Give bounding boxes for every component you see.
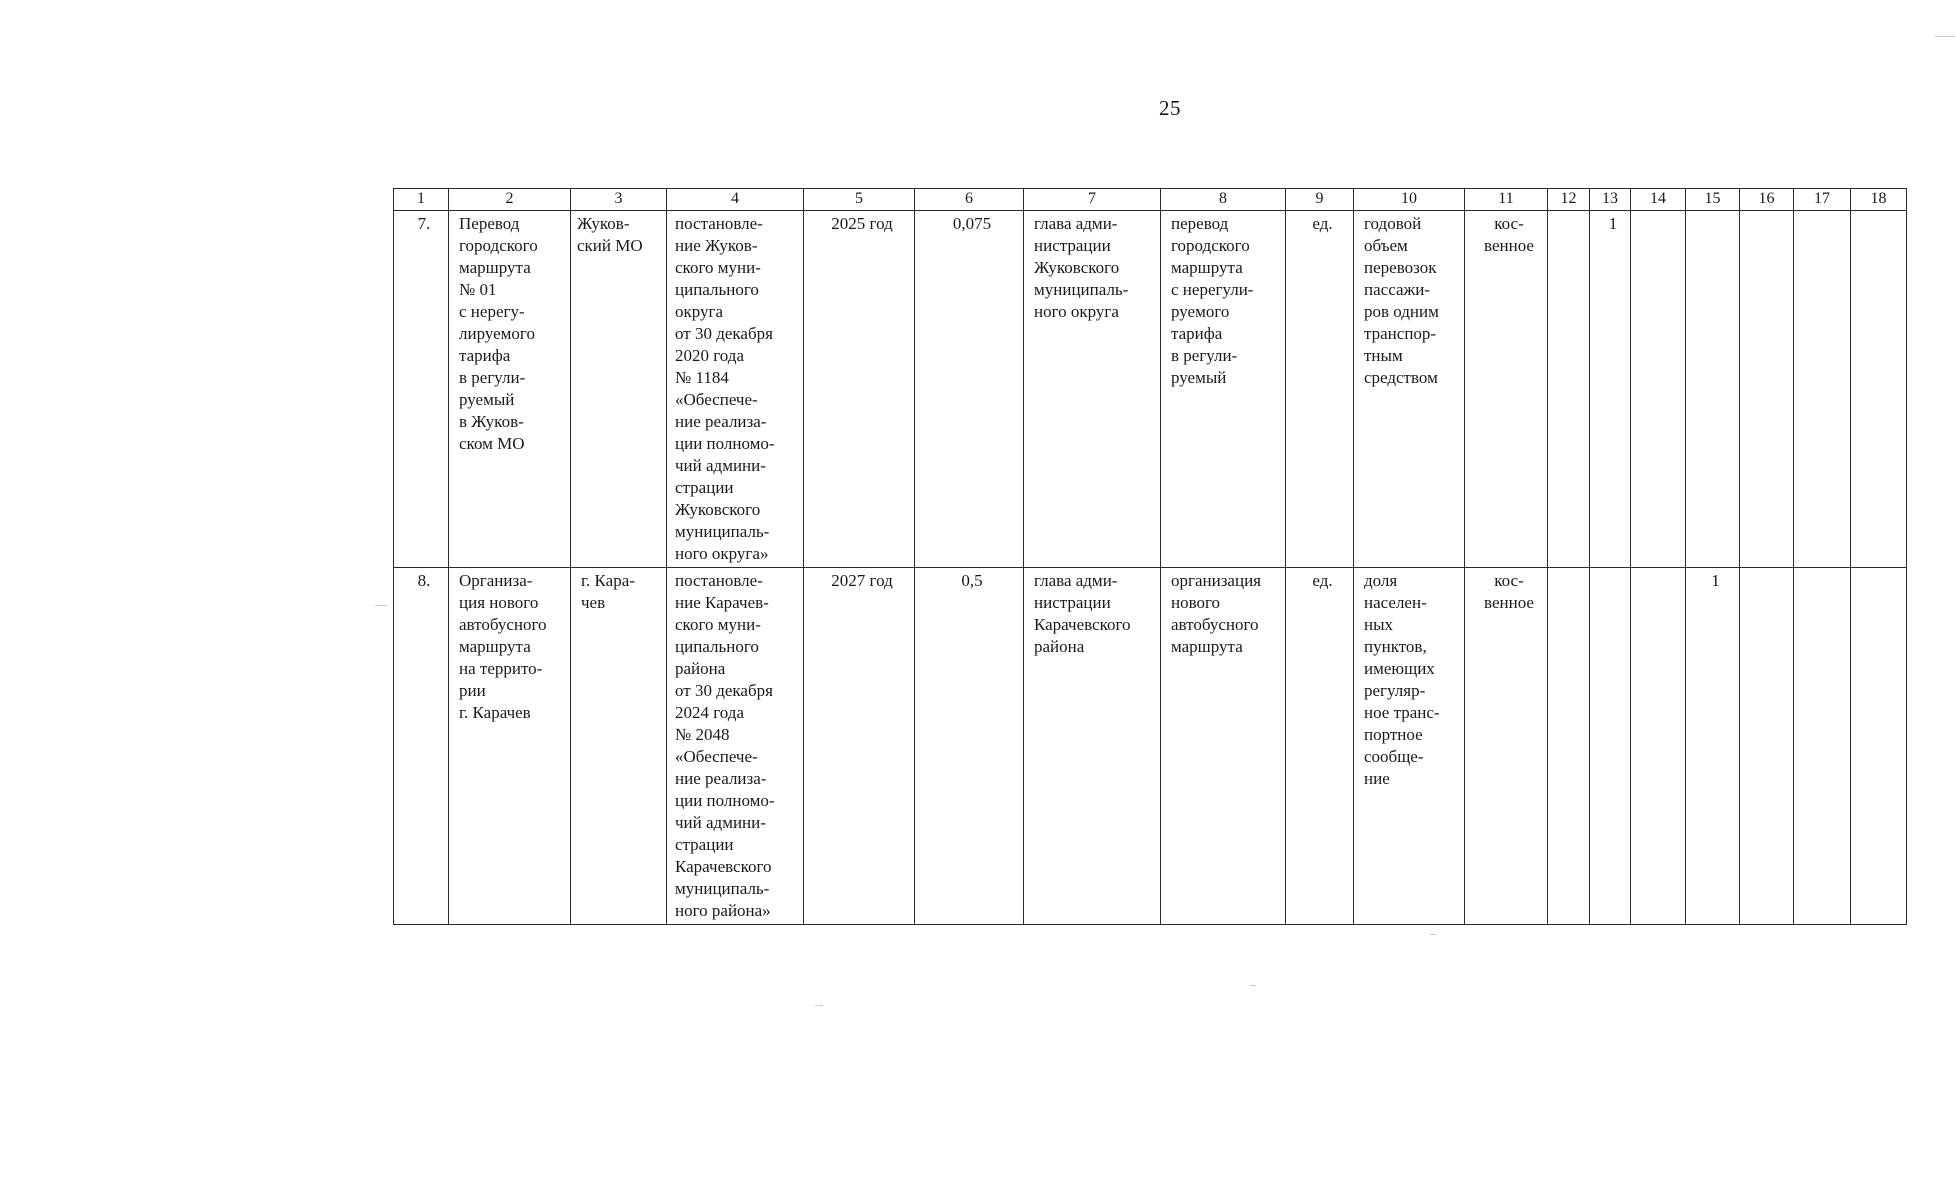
scan-artifact — [1935, 36, 1955, 37]
cell-text — [1631, 568, 1685, 572]
cell-text — [1548, 568, 1589, 572]
column-header: 18 — [1851, 189, 1907, 211]
value-cell — [1631, 568, 1686, 925]
period-cell — [804, 568, 915, 925]
cell-text — [1851, 211, 1906, 215]
unit-cell — [1286, 211, 1354, 568]
cell-text: 1 — [1608, 214, 1618, 233]
column-header: 16 — [1740, 189, 1794, 211]
cell-text — [1631, 211, 1685, 215]
scan-artifact — [815, 1005, 823, 1006]
value-cell — [1548, 211, 1590, 568]
value-cell — [1686, 211, 1740, 568]
scan-artifact — [375, 605, 387, 606]
cell-text — [1740, 211, 1793, 215]
territory-cell — [571, 211, 667, 568]
value-cell — [1851, 211, 1907, 568]
territory-cell — [571, 568, 667, 925]
column-header: 6 — [915, 189, 1024, 211]
column-header: 12 — [1548, 189, 1590, 211]
result-cell — [1161, 568, 1286, 925]
column-header: 8 — [1161, 189, 1286, 211]
impact-type-cell — [1465, 568, 1548, 925]
cell-text: Перевод городского маршрута № 01 с нерегу- лируемого тарифа в регули- руемый в Жуков- ском МО — [459, 214, 538, 453]
cell-text: кос- венное — [1484, 214, 1534, 255]
indicator-cell — [1354, 211, 1465, 568]
column-header: 9 — [1286, 189, 1354, 211]
cell-text — [1548, 211, 1589, 215]
column-header: 7 — [1024, 189, 1161, 211]
value-cell — [1631, 211, 1686, 568]
cell-text: ед. — [1312, 571, 1333, 590]
cell-text: глава адми- нистрации Жуковского муниципаль- ного округа — [1034, 214, 1129, 321]
column-header: 15 — [1686, 189, 1740, 211]
header-row — [394, 189, 1907, 211]
column-header: 11 — [1465, 189, 1548, 211]
cell-text — [1590, 568, 1630, 572]
cell-text: 2025 год — [831, 214, 893, 233]
value-cell — [1548, 568, 1590, 925]
legal-basis-cell — [667, 211, 804, 568]
responsible-cell — [1024, 568, 1161, 925]
cell-text: г. Кара- чев — [581, 571, 635, 612]
value-cell — [1590, 568, 1631, 925]
cell-text — [1794, 568, 1850, 572]
cell-text: ед. — [1312, 214, 1333, 233]
page-number: 25 — [1159, 96, 1181, 120]
cell-text: 1 — [1711, 571, 1720, 590]
responsible-cell — [1024, 211, 1161, 568]
legal-basis-cell — [667, 568, 804, 925]
impact-type-cell — [1465, 211, 1548, 568]
cell-text: годовой объем перевозок пассажи- ров одним транспор- тным средством — [1364, 214, 1439, 387]
column-header: 2 — [449, 189, 571, 211]
period-cell — [804, 211, 915, 568]
cell-text: глава адми- нистрации Карачевского района — [1034, 571, 1131, 656]
measure-name-cell — [449, 568, 571, 925]
row-number-cell — [394, 211, 449, 568]
column-header: 1 — [394, 189, 449, 211]
table-row — [394, 211, 1907, 568]
scan-artifact — [1430, 934, 1436, 935]
column-header: 14 — [1631, 189, 1686, 211]
cell-text — [1794, 211, 1850, 215]
cell-text: 8. — [417, 571, 431, 590]
unit-cell — [1286, 568, 1354, 925]
cell-text: постановле- ние Жуков- ского муни- ципального округа от 30 декабря 2020 года № 1184 «Обеспече- ние реализа- ции полномо- чий админи- страции Жуковского муниципаль- ного округа» — [675, 214, 775, 563]
cell-text: организация нового автобусного маршрута — [1171, 571, 1261, 656]
cell-text — [1686, 211, 1739, 215]
cell-text: перевод городского маршрута с нерегули- руемого тарифа в регули- руемый — [1171, 214, 1254, 387]
value-cell — [1740, 211, 1794, 568]
cell-text: 0,5 — [961, 571, 983, 590]
column-header: 3 — [571, 189, 667, 211]
document-table — [393, 188, 1907, 925]
value-cell — [1740, 568, 1794, 925]
column-header: 10 — [1354, 189, 1465, 211]
column-header: 4 — [667, 189, 804, 211]
cell-text — [1740, 568, 1793, 572]
value-cell — [915, 211, 1024, 568]
table-row — [394, 568, 1907, 925]
value-cell — [915, 568, 1024, 925]
measure-name-cell — [449, 211, 571, 568]
value-cell — [1686, 568, 1740, 925]
cell-text: доля населен- ных пунктов, имеющих регуляр- ное транс- портное сообще- ние — [1364, 571, 1440, 788]
value-cell — [1590, 211, 1631, 568]
column-header: 13 — [1590, 189, 1631, 211]
result-cell — [1161, 211, 1286, 568]
cell-text: Организа- ция нового автобусного маршрута на террито- рии г. Карачев — [459, 571, 547, 722]
scan-artifact — [1250, 985, 1256, 986]
cell-text: 0,075 — [952, 214, 992, 233]
cell-text: кос- венное — [1484, 571, 1534, 612]
cell-text: 7. — [417, 214, 431, 233]
column-header: 5 — [804, 189, 915, 211]
row-number-cell — [394, 568, 449, 925]
value-cell — [1851, 568, 1907, 925]
indicator-cell — [1354, 568, 1465, 925]
value-cell — [1794, 211, 1851, 568]
value-cell — [1794, 568, 1851, 925]
cell-text: 2027 год — [831, 571, 893, 590]
cell-text — [1851, 568, 1906, 572]
column-header: 17 — [1794, 189, 1851, 211]
cell-text: постановле- ние Карачев- ского муни- ципального района от 30 декабря 2024 года № 2048 «Обеспече- ние реализа- ции полномо- чий админи- страции Карачевского муниципаль- ного района» — [675, 571, 775, 920]
cell-text: Жуков- ский МО — [577, 214, 643, 255]
